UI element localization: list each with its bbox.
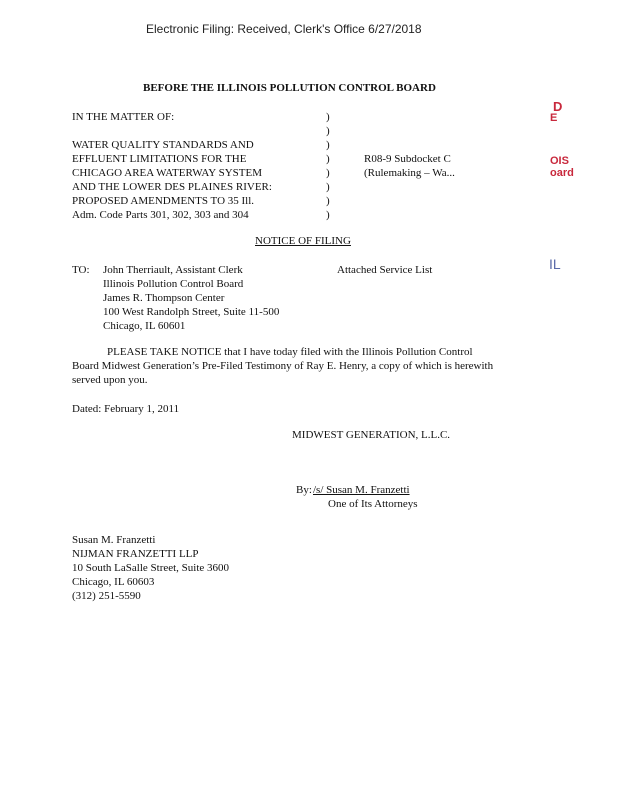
paren: ): [326, 195, 330, 207]
to-line: Chicago, IL 60601: [103, 320, 186, 332]
to-label: TO:: [72, 264, 90, 276]
to-line: John Therriault, Assistant Clerk: [103, 264, 243, 276]
address-line: NIJMAN FRANZETTI LLP: [72, 548, 199, 560]
stamp-fragment: IL: [549, 256, 561, 272]
matter-line: CHICAGO AREA WATERWAY SYSTEM: [72, 167, 262, 179]
board-title: BEFORE THE ILLINOIS POLLUTION CONTROL BOARD: [143, 82, 436, 94]
paren: ): [326, 181, 330, 193]
paren: ): [326, 153, 330, 165]
docket-number: R08-9 Subdocket C: [364, 153, 451, 165]
matter-line: AND THE LOWER DES PLAINES RIVER:: [72, 181, 272, 193]
matter-line: EFFLUENT LIMITATIONS FOR THE: [72, 153, 247, 165]
by-label: By:: [296, 484, 312, 496]
signature: /s/ Susan M. Franzetti: [313, 484, 410, 496]
matter-line: PROPOSED AMENDMENTS TO 35 Ill.: [72, 195, 255, 207]
stamp-fragment: oard: [550, 167, 574, 179]
attorneys-line: One of Its Attorneys: [328, 498, 418, 510]
stamp-fragment: D: [553, 99, 563, 114]
to-line: Illinois Pollution Control Board: [103, 278, 244, 290]
paren: ): [326, 111, 330, 123]
paren: ): [326, 139, 330, 151]
paren: ): [326, 125, 330, 137]
matter-line: IN THE MATTER OF:: [72, 111, 175, 123]
stamp-fragment: OIS: [550, 155, 569, 167]
paren: ): [326, 167, 330, 179]
to-line: James R. Thompson Center: [103, 292, 225, 304]
body-line: PLEASE TAKE NOTICE that I have today filed with the Illinois Pollution Control: [107, 346, 473, 358]
address-line: 10 South LaSalle Street, Suite 3600: [72, 562, 230, 574]
dated-line: Dated: February 1, 2011: [72, 403, 180, 415]
matter-line: Adm. Code Parts 301, 302, 303 and 304: [72, 209, 249, 221]
body-line: served upon you.: [72, 374, 148, 386]
body-line: Board Midwest Generation’s Pre-Filed Testimony of Ray E. Henry, a copy of which is herewith: [72, 360, 494, 372]
paren: ): [326, 209, 330, 221]
efiling-header: Electronic Filing: Received, Clerk's Office 6/27/2018: [146, 22, 422, 36]
attached-service-list: Attached Service List: [337, 264, 433, 276]
address-line: Susan M. Franzetti: [72, 534, 156, 546]
address-line: Chicago, IL 60603: [72, 576, 155, 588]
notice-title: NOTICE OF FILING: [255, 235, 351, 247]
to-line: 100 West Randolph Street, Suite 11-500: [103, 306, 280, 318]
address-line: (312) 251-5590: [72, 590, 141, 602]
company-name: MIDWEST GENERATION, L.L.C.: [292, 429, 451, 441]
matter-line: WATER QUALITY STANDARDS AND: [72, 139, 254, 151]
docket-type: (Rulemaking – Wa...: [364, 167, 455, 179]
stamp-fragment: E: [550, 112, 558, 124]
